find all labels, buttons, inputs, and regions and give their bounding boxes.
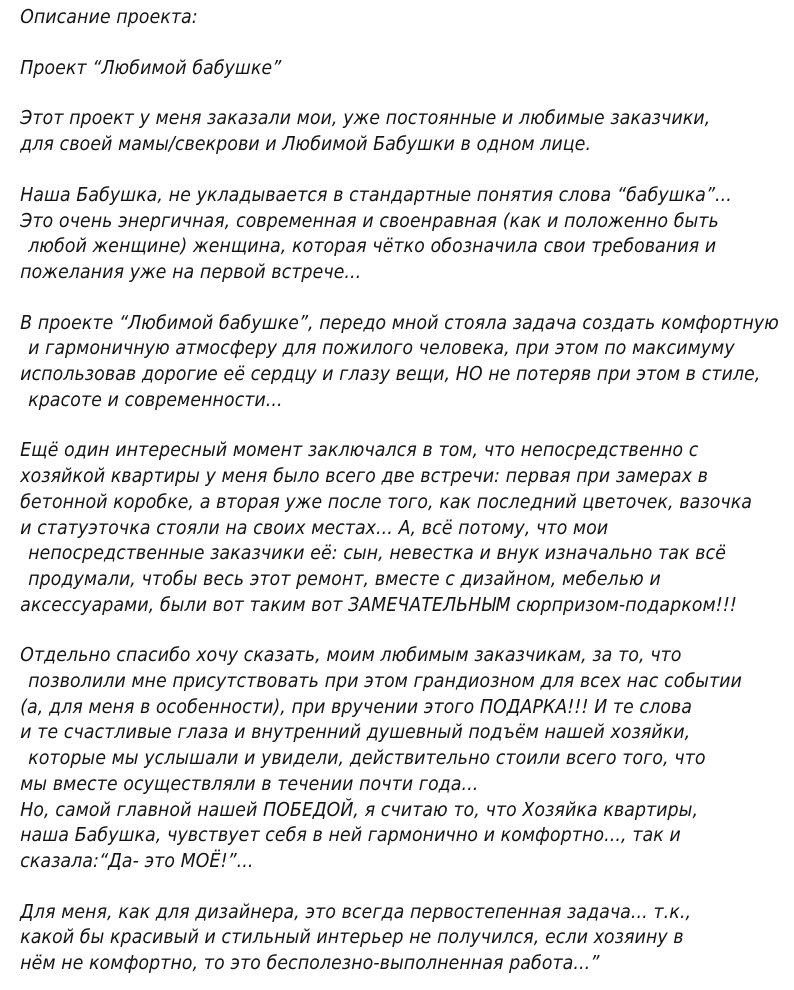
text-line: красоте и современности... <box>28 387 284 411</box>
paragraph-project-title <box>20 55 776 81</box>
text-line: какой бы красивый и стильный интерьер не получился, если хозяину в <box>20 925 684 949</box>
text-line: бетонной коробке, а вторая уже после того, как последний цветочек, вазочка <box>20 489 753 513</box>
text-line: Для меня, как для дизайнера, это всегда первостепенная задача... т.к., <box>20 899 692 923</box>
paragraph-thanks <box>20 642 776 796</box>
text-line: продумали, чтобы весь этот ремонт, вместе с дизайном, мебелью и <box>28 566 662 590</box>
text-line: Ещё один интересный момент заключался в том, что непосредственно с <box>20 438 699 462</box>
text-line: Проект “Любимой бабушке” <box>20 55 282 79</box>
paragraph-surprise-story <box>20 437 776 617</box>
text-line: (а, для меня в особенности), при вручении этого ПОДАРКА!!! И те слова <box>20 694 693 718</box>
text-line: В проекте “Любимой бабушке”, передо мной стояла задача создать комфортную <box>20 310 780 334</box>
text-line: мы вместе осуществляли в течении почти года... <box>20 771 479 795</box>
paragraph-heading <box>20 4 776 30</box>
text-line: и гармоничную атмосферу для пожилого человека, при этом по максимуму <box>28 336 735 360</box>
text-line: и статуэточка стояли на своих местах... А, всё потому, что мои <box>20 515 609 539</box>
text-line: Отдельно спасибо хочу сказать, моим любимым заказчикам, за то, что <box>20 643 682 667</box>
text-line: Но, самой главной нашей ПОБЕДОЙ, я считаю то, что Хозяйка квартиры, <box>20 797 699 821</box>
text-line: Наша Бабушка, не укладывается в стандартные понятия слова “бабушка”... <box>20 182 733 206</box>
text-line: Этот проект у меня заказали мои, уже постоянные и любимые заказчики, <box>20 106 711 130</box>
text-line: для своей мамы/свекрови и Любимой Бабушки в одном лице. <box>20 132 592 156</box>
text-line: любой женщине) женщина, которая чётко обозначила свои требования и <box>28 234 717 258</box>
text-line: наша Бабушка, чувствует себя в ней гармонично и комфортно..., так и <box>20 823 682 847</box>
text-line: сказала:“Да- это МОЁ!”... <box>20 848 254 872</box>
paragraph-victory <box>20 797 776 874</box>
text-line: непосредственные заказчики её: сын, невестка и внук изначально так всё <box>28 541 727 565</box>
text-line: хозяйкой квартиры у меня было всего две встречи: первая при замерах в <box>20 464 709 488</box>
text-line: пожелания уже на первой встрече... <box>20 259 362 283</box>
text-line: и те счастливые глаза и внутренний душевный подъём нашей хозяйки, <box>20 720 691 744</box>
paragraph-designer-credo <box>20 899 776 976</box>
paragraph-project-task <box>20 310 780 413</box>
text-line: нём не комфортно, то это бесполезно-выполненная работа...” <box>20 951 600 975</box>
text-line: Это очень энергичная, современная и своенравная (как и положенно быть <box>20 208 720 232</box>
paragraph-clients-intro <box>20 105 776 156</box>
text-line: использовав дорогие её сердцу и глазу вещи, НО не потеряв при этом в стиле, <box>20 362 761 386</box>
paragraph-grandmother-description <box>20 182 776 285</box>
text-line: аксессуарами, были вот таким вот ЗАМЕЧАТЕЛЬНЫМ сюрпризом-подарком!!! <box>20 592 738 616</box>
text-line: которые мы услышали и увидели, действительно стоили всего того, что <box>28 746 706 770</box>
text-line: позволили мне присутствовать при этом грандиозном для всех нас событии <box>28 669 743 693</box>
text-line: Описание проекта: <box>20 5 199 28</box>
